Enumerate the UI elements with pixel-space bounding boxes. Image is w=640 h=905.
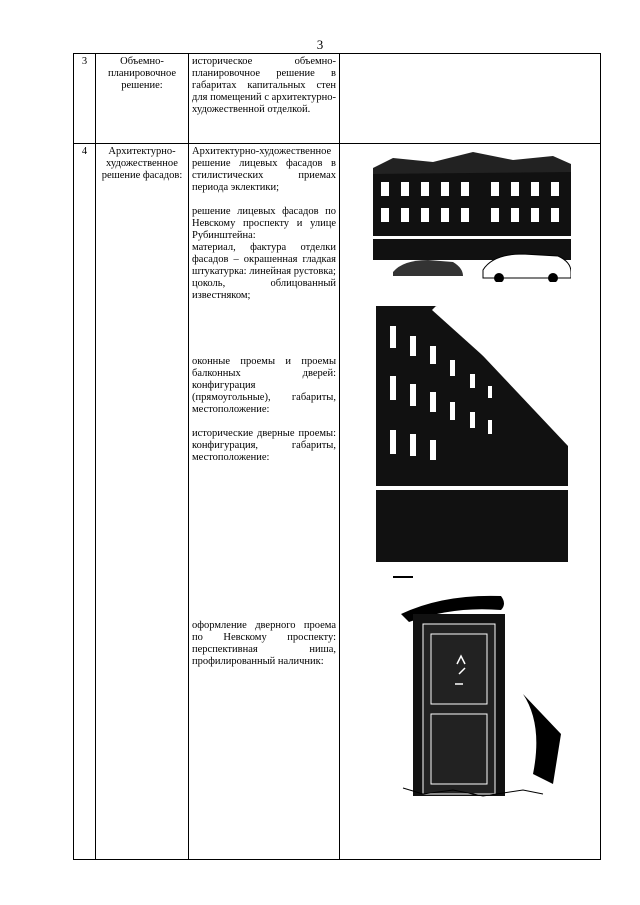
description-paragraph: цоколь, облицованный известняком; — [192, 278, 336, 301]
page-number: 3 — [316, 37, 324, 52]
description-paragraph: материал, фактура отделки фасадов – окрашенная гладкая штукатурка: линейная рустовка; — [192, 242, 336, 277]
row-name: Архитектурно-художественное решение фасадов: — [96, 144, 189, 860]
description-paragraph: Архитектурно-художественное решение лицевых фасадов в стилистических приемах периода эклектики; — [192, 146, 336, 193]
row-description — [189, 54, 340, 144]
door-niche-photo — [383, 574, 561, 808]
row-number: 3 — [74, 54, 96, 144]
row-description — [189, 144, 340, 860]
description-paragraph: исторические дверные проемы: конфигурация, габариты, местоположение: — [192, 428, 336, 463]
row-name: Объемно-планировочное решение: — [96, 54, 189, 144]
table-row — [74, 144, 601, 860]
table-row — [74, 54, 601, 144]
row-number: 4 — [74, 144, 96, 860]
row-images — [340, 54, 601, 144]
features-table — [73, 53, 601, 860]
description-paragraph: оконные проемы и проемы балконных дверей: конфигурация (прямоугольные), габариты, местоположение: — [192, 356, 336, 415]
description-paragraph: решение лицевых фасадов по Невскому проспекту и улице Рубинштейна: — [192, 206, 336, 241]
street-perspective-photo — [376, 306, 568, 562]
row-images — [340, 144, 601, 860]
facade-photo — [373, 150, 571, 292]
description-paragraph: оформление дверного проема по Невскому проспекту: перспективная ниша, профилированный наличник: — [192, 620, 336, 667]
description-paragraph: историческое объемно-планировочное решение в габаритах капитальных стен для помещений с архитектурно-художественной отделкой. — [192, 56, 336, 115]
